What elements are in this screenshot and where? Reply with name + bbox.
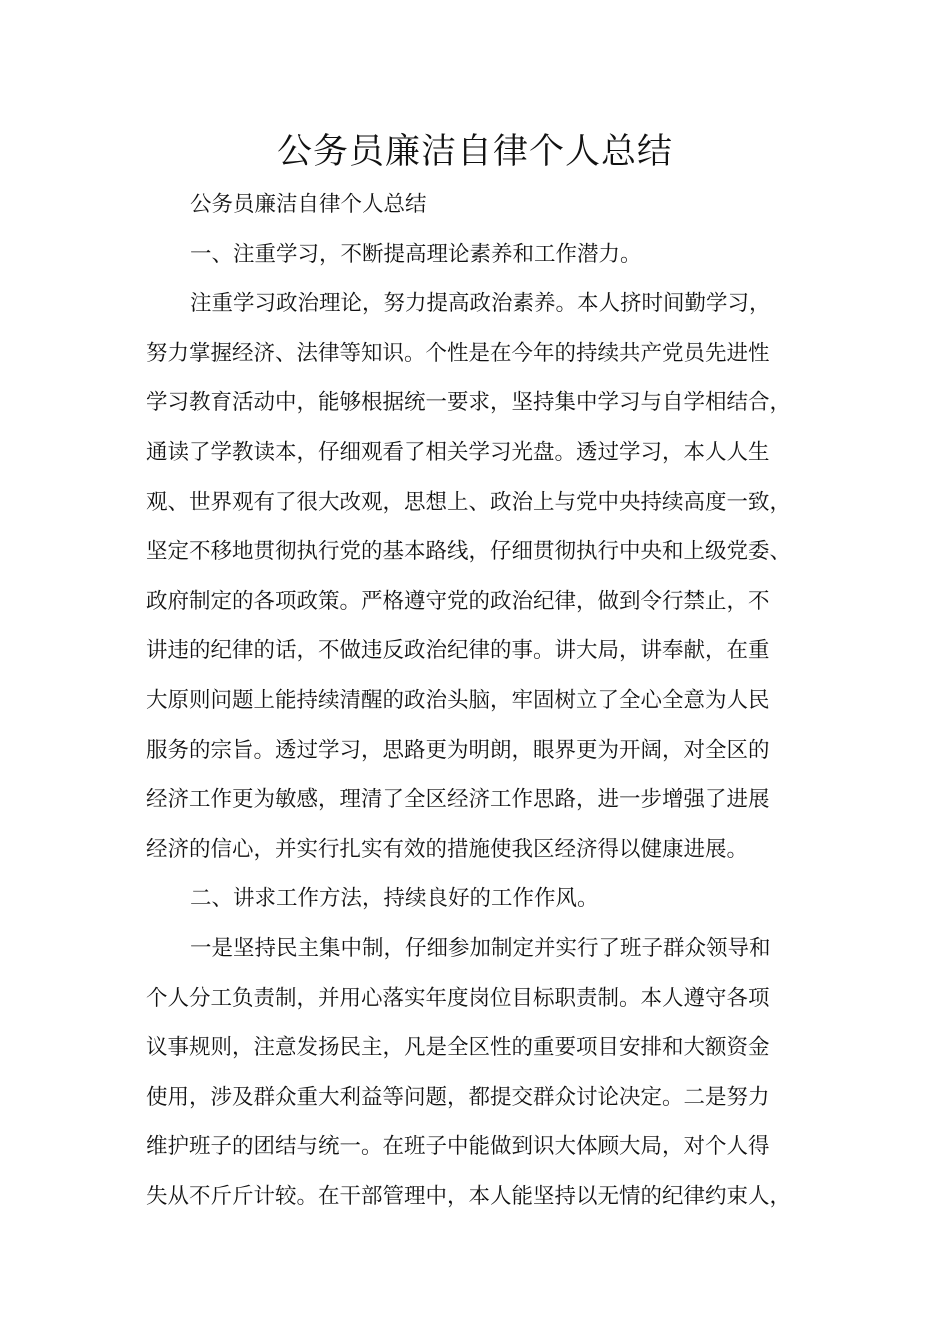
body-line: 经济的信心，并实行扎实有效的措施使我区经济得以健康进展。: [146, 836, 749, 862]
body-line: 政府制定的各项政策。严格遵守党的政治纪律，做到令行禁止，不: [146, 588, 770, 614]
body-line: 失从不斤斤计较。在干部管理中，本人能坚持以无情的纪律约束人，: [146, 1183, 792, 1209]
body-line: 一、注重学习，不断提高理论素养和工作潜力。: [190, 241, 642, 267]
body-line: 坚定不移地贯彻执行党的基本路线，仔细贯彻执行中央和上级党委、: [146, 539, 792, 565]
body-line: 学习教育活动中，能够根据统一要求，坚持集中学习与自学相结合，: [146, 390, 792, 416]
body-line: 通读了学教读本，仔细观看了相关学习光盘。透过学习，本人人生: [146, 439, 770, 465]
body-line: 使用，涉及群众重大利益等问题，都提交群众讨论决定。二是努力: [146, 1084, 770, 1110]
body-line: 二、讲求工作方法，持续良好的工作作风。: [190, 886, 599, 912]
body-line: 经济工作更为敏感，理清了全区经济工作思路，进一步增强了进展: [146, 787, 770, 813]
body-line: 努力掌握经济、法律等知识。个性是在今年的持续共产党员先进性: [146, 340, 770, 366]
body-line: 个人分工负责制，并用心落实年度岗位目标职责制。本人遵守各项: [146, 985, 770, 1011]
body-line: 大原则问题上能持续清醒的政治头脑，牢固树立了全心全意为人民: [146, 687, 770, 713]
body-line: 服务的宗旨。透过学习，思路更为明朗，眼界更为开阔，对全区的: [146, 737, 770, 763]
body-line: 议事规则，注意发扬民主，凡是全区性的重要项目安排和大额资金: [146, 1035, 770, 1061]
body-line: 维护班子的团结与统一。在班子中能做到识大体顾大局，对个人得: [146, 1134, 770, 1160]
document-title: 公务员廉洁自律个人总结: [276, 132, 673, 172]
body-line: 讲违的纪律的话，不做违反政治纪律的事。讲大局，讲奉献，在重: [146, 638, 770, 664]
body-line: 注重学习政治理论，努力提高政治素养。本人挤时间勤学习，: [190, 291, 771, 317]
body-line: 一是坚持民主集中制，仔细参加制定并实行了班子群众领导和: [190, 935, 771, 961]
body-line: 观、世界观有了很大改观，思想上、政治上与党中央持续高度一致，: [146, 489, 792, 515]
body-line: 公务员廉洁自律个人总结: [190, 192, 427, 217]
document-body: [146, 180, 826, 1221]
